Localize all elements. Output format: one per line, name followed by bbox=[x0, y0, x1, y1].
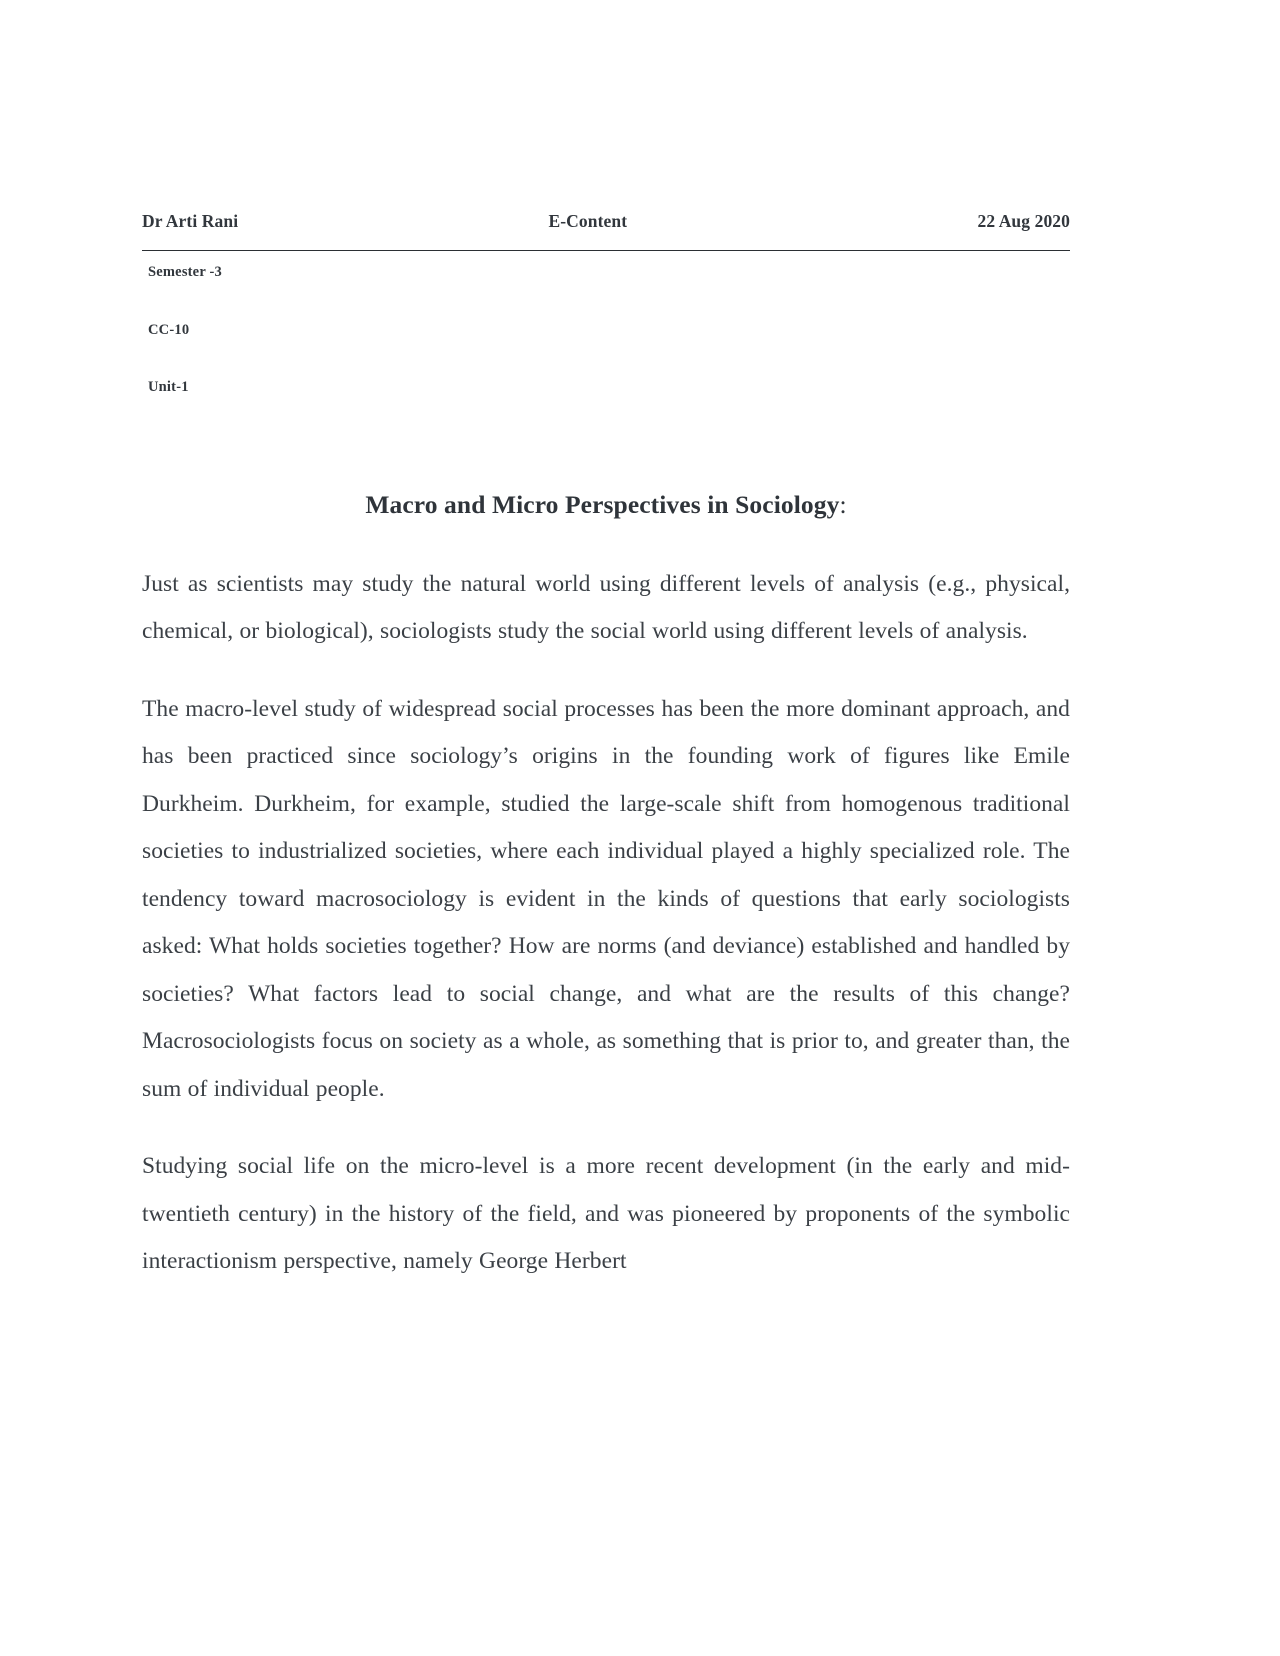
page-title-text: Macro and Micro Perspectives in Sociology bbox=[365, 489, 840, 519]
paragraph-2: The macro-level study of widespread social processes has been the more dominant approach, and has been practiced since sociology’s origins in the founding work of figures like Emile Durkheim. Durkheim, for example, studied the large-scale shift from homogenous traditional societies to industrialized societies, where each individual played a highly specialized role. The tendency toward macrosociology is evident in the kinds of questions that early sociologists asked: What holds societies together? How are norms (and deviance) established and handled by societies? What factors lead to social change, and what are the results of this change? Macrosociologists focus on society as a whole, as something that is prior to, and greater than, the sum of individual people. bbox=[142, 695, 1070, 1102]
header-date: 22 Aug 2020 bbox=[977, 211, 1070, 231]
meta-semester: Semester -3 bbox=[148, 264, 222, 280]
document-header bbox=[142, 211, 1070, 232]
header-author: Dr Arti Rani bbox=[142, 211, 239, 231]
meta-course-code: CC-10 bbox=[148, 321, 190, 338]
page-title bbox=[142, 490, 1070, 520]
paragraph-3: Studying social life on the micro-level is a more recent development (in the early and mid-twentieth century) in the history of the field, and was pioneered by proponents of the symbolic interactionism perspective, namely George Herbert bbox=[142, 1153, 1070, 1274]
meta-unit: Unit-1 bbox=[148, 379, 189, 395]
body-content bbox=[142, 561, 1070, 1286]
page-title-colon: : bbox=[839, 489, 847, 519]
paragraph-1: Just as scientists may study the natural world using different levels of analysis (e.g., physical, chemical, or biological), sociologists study the social world using different levels of analysis. bbox=[142, 570, 1070, 644]
page-content bbox=[142, 0, 1070, 1286]
course-metadata bbox=[142, 265, 1070, 395]
header-divider bbox=[142, 250, 1070, 251]
header-doc-type: E-Content bbox=[548, 211, 628, 231]
